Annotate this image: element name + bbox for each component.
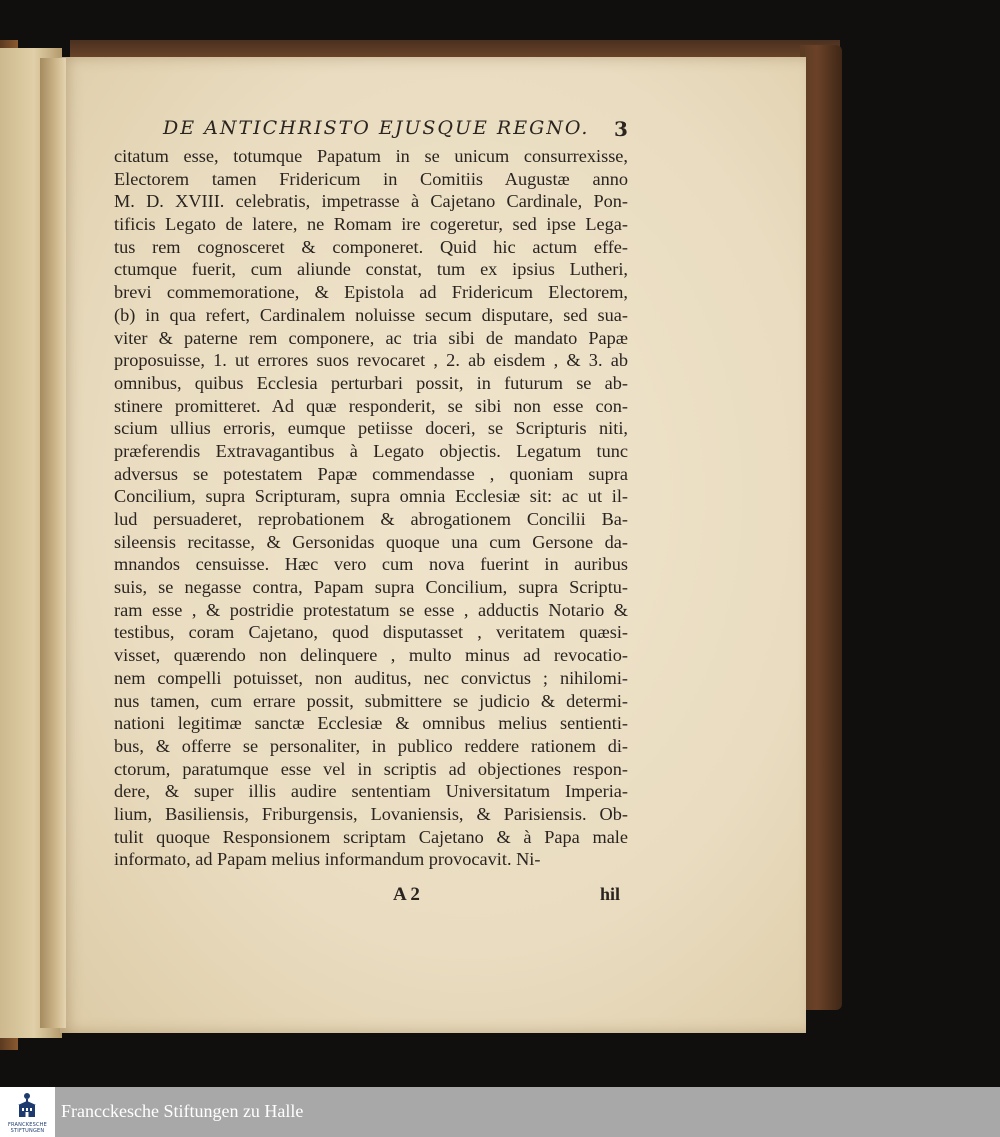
body-text bbox=[114, 145, 628, 871]
text-line: visset, quærendo non delinquere , multo minus ad revocatio- bbox=[114, 645, 628, 666]
text-line: scium ullius erroris, eumque petiisse doceri, se Scripturis niti, bbox=[114, 418, 628, 439]
text-line: bus, & offerre se personaliter, in publico reddere rationem di- bbox=[114, 735, 628, 756]
logo-wordmark bbox=[2, 1122, 53, 1134]
text-line: (b) in qua refert, Cardinalem noluisse secum disputare, sed sua- bbox=[114, 304, 628, 325]
text-line: lud persuaderet, reprobationem & abrogationem Concilii Ba- bbox=[114, 509, 628, 529]
text-line: præferendis Extravagantibus à Legato objectis. Legatum tunc bbox=[114, 440, 628, 461]
running-head: DE ANTICHRISTO EJUSQUE REGNO. bbox=[163, 117, 590, 139]
text-line: brevi commemoratione, & Epistola ad Fridericum Electorem, bbox=[114, 282, 628, 303]
text-line: nem compelli potuisset, non auditus, nec convictus ; nihilomi- bbox=[114, 667, 628, 688]
logo-text-line-1: FRANCKESCHE bbox=[7, 1122, 48, 1128]
text-line: adversus se potestatem Papæ commendasse , quoniam supra bbox=[114, 463, 628, 484]
page-gutter bbox=[40, 58, 66, 1028]
text-line: dere, & super illis audire sententiam Universitatum Imperia- bbox=[114, 781, 628, 802]
text-line: informato, ad Papam melius informandum provocavit. Ni- bbox=[114, 849, 541, 870]
text-line: viter & paterne rem componere, ac tria sibi de mandato Papæ bbox=[114, 327, 628, 348]
text-line: omnibus, quibus Ecclesia perturbari possit, in futurum se ab- bbox=[114, 372, 628, 393]
text-line: citatum esse, totumque Papatum in se unicum consurrexisse, bbox=[114, 146, 628, 166]
text-line: tificis Legato de latere, ne Romam ire cogeretur, sed ipse Lega- bbox=[114, 214, 628, 235]
text-line: mnandos censuisse. Hæc vero cum nova fuerint in auribus bbox=[114, 554, 628, 575]
text-line: M. D. XVIII. celebratis, impetrasse à Cajetano Cardinale, Pon- bbox=[114, 191, 628, 212]
text-line: lium, Basiliensis, Friburgensis, Lovaniensis, & Parisiensis. Ob- bbox=[114, 803, 628, 824]
institution-name: Francckesche Stiftungen zu Halle bbox=[61, 1101, 304, 1121]
logo-text-line-2: STIFTUNGEN bbox=[10, 1128, 45, 1134]
franckesche-foundation-emblem-icon bbox=[15, 1091, 39, 1121]
catchword: hil bbox=[600, 884, 621, 904]
page-number: 3 bbox=[614, 117, 628, 141]
text-line: ram esse , & postridie protestatum se esse , adductis Notario & bbox=[114, 599, 628, 620]
text-line: nationi legitimæ sanctæ Ecclesiæ & omnibus melius sentienti- bbox=[114, 713, 628, 734]
text-line: ctumque fuerit, cum aliunde constat, tum ex ipsius Lutheri, bbox=[114, 259, 628, 280]
text-line: suis, se negasse contra, Papam supra Concilium, supra Scriptu- bbox=[114, 577, 628, 598]
institution-logo bbox=[0, 1087, 55, 1137]
text-line: testibus, coram Cajetano, quod disputasset , veritatem quæsi- bbox=[114, 622, 628, 643]
text-line: stinere promitteret. Ad quæ responderit, se sibi non esse con- bbox=[114, 395, 628, 416]
signature-mark: A 2 bbox=[393, 884, 420, 905]
text-line: nus tamen, cum errare possit, submittere se judicio & determi- bbox=[114, 690, 628, 711]
text-line: proposuisse, 1. ut errores suos revocaret , 2. ab eisdem , & 3. ab bbox=[114, 350, 628, 371]
text-line: ctorum, paratumque esse vel in scriptis ad objectiones respon- bbox=[114, 758, 628, 779]
footer-banner bbox=[0, 1087, 1000, 1137]
book-cover-top-edge bbox=[70, 40, 840, 58]
book-cover-right-edge bbox=[800, 45, 842, 1010]
text-line: Concilium, supra Scripturam, supra omnia Ecclesiæ sit: ac ut il- bbox=[114, 486, 628, 507]
text-line: tulit quoque Responsionem scriptam Cajetano & à Papa male bbox=[114, 826, 628, 847]
text-line: sileensis recitasse, & Gersonidas quoque una cum Gersone da- bbox=[114, 531, 628, 552]
text-line: Electorem tamen Fridericum in Comitiis Augustæ anno bbox=[114, 168, 628, 189]
text-line: tus rem cognosceret & componeret. Quid hic actum effe- bbox=[114, 236, 628, 257]
